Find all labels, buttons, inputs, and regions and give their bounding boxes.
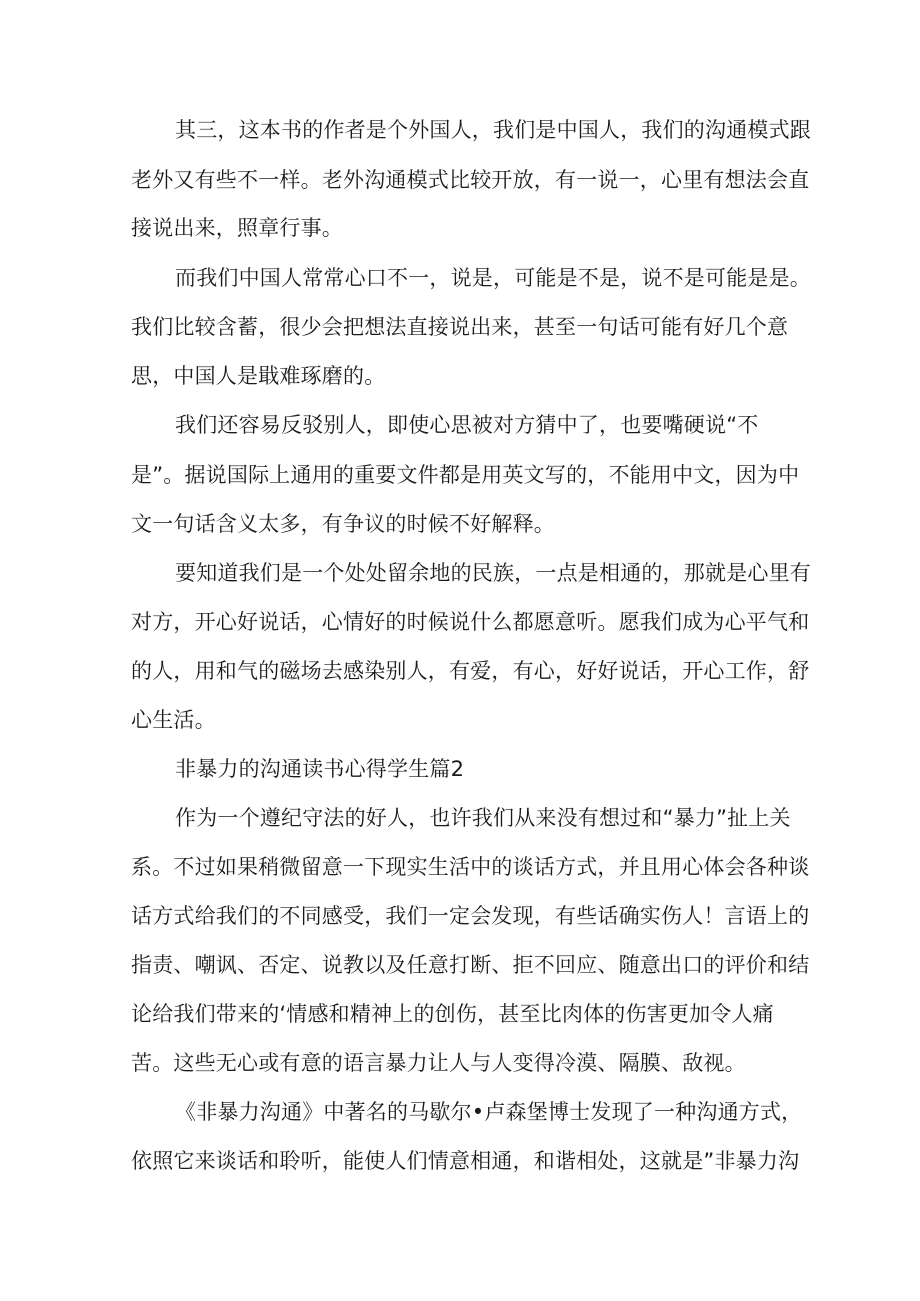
paragraph-line: 文一句话含义太多，有争议的时候不好解释。 <box>131 512 555 536</box>
paragraph-line: 的人，用和气的磁场去感染别人，有爱，有心，好好说话，开心工作，舒 <box>131 659 810 683</box>
paragraph-line: 《非暴力沟通》中著名的马歇尔•卢森堡博士发现了一种沟通方式， <box>175 1100 803 1124</box>
paragraph-line: 心生活。 <box>131 708 216 732</box>
paragraph-line: 其三，这本书的作者是个外国人，我们是中国人，我们的沟通模式跟 <box>175 118 811 142</box>
paragraph-line: 要知道我们是一个处处留余地的民族，一点是相通的，那就是心里有 <box>175 561 811 585</box>
paragraph-line: 我们比较含蓄，很少会把想法直接说出来，甚至一句话可能有好几个意 <box>131 315 789 339</box>
paragraph-line: 指责、嘲讽、否定、说教以及任意打断、拒不回应、随意出口的评价和结 <box>131 953 810 977</box>
paragraph-line: 话方式给我们的不同感受，我们一定会发现，有些话确实伤人！言语上的 <box>131 904 810 928</box>
paragraph-line: 苦。这些无心或有意的语言暴力让人与人变得冷漠、隔膜、敌视。 <box>131 1051 746 1075</box>
paragraph-line: 依照它来谈话和聆听，能使人们情意相通，和谐相处，这就是”非暴力沟 <box>131 1149 800 1173</box>
paragraph-line: 系。不过如果稍微留意一下现实生活中的谈话方式，并且用心体会各种谈 <box>131 855 810 879</box>
section-heading: 非暴力的沟通读书心得学生篇2 <box>175 757 465 781</box>
paragraph-line: 对方，开心好说话，心情好的时候说什么都愿意听。愿我们成为心平气和 <box>131 610 810 634</box>
paragraph-line: 是”。据说国际上通用的重要文件都是用英文写的，不能用中文，因为中 <box>131 463 800 487</box>
paragraph-line: 作为一个遵纪守法的好人，也许我们从来没有想过和“暴力”扯上关 <box>175 806 791 830</box>
paragraph-line: 而我们中国人常常心口不一，说是，可能是不是，说不是可能是是。 <box>175 266 811 290</box>
paragraph-line: 我们还容易反驳别人，即使心思被对方猜中了，也要嘴硬说“不 <box>175 413 759 437</box>
paragraph-line: 老外又有些不一样。老外沟通模式比较开放，有一说一，心里有想法会直 <box>131 168 810 192</box>
paragraph-line: 接说出来，照章行事。 <box>131 216 343 240</box>
paragraph-line: 论给我们带来的‘情感和精神上的创伤，甚至比肉体的伤害更加令人痛 <box>131 1002 774 1026</box>
paragraph-line: 思，中国人是戢难琢磨的。 <box>131 364 386 388</box>
